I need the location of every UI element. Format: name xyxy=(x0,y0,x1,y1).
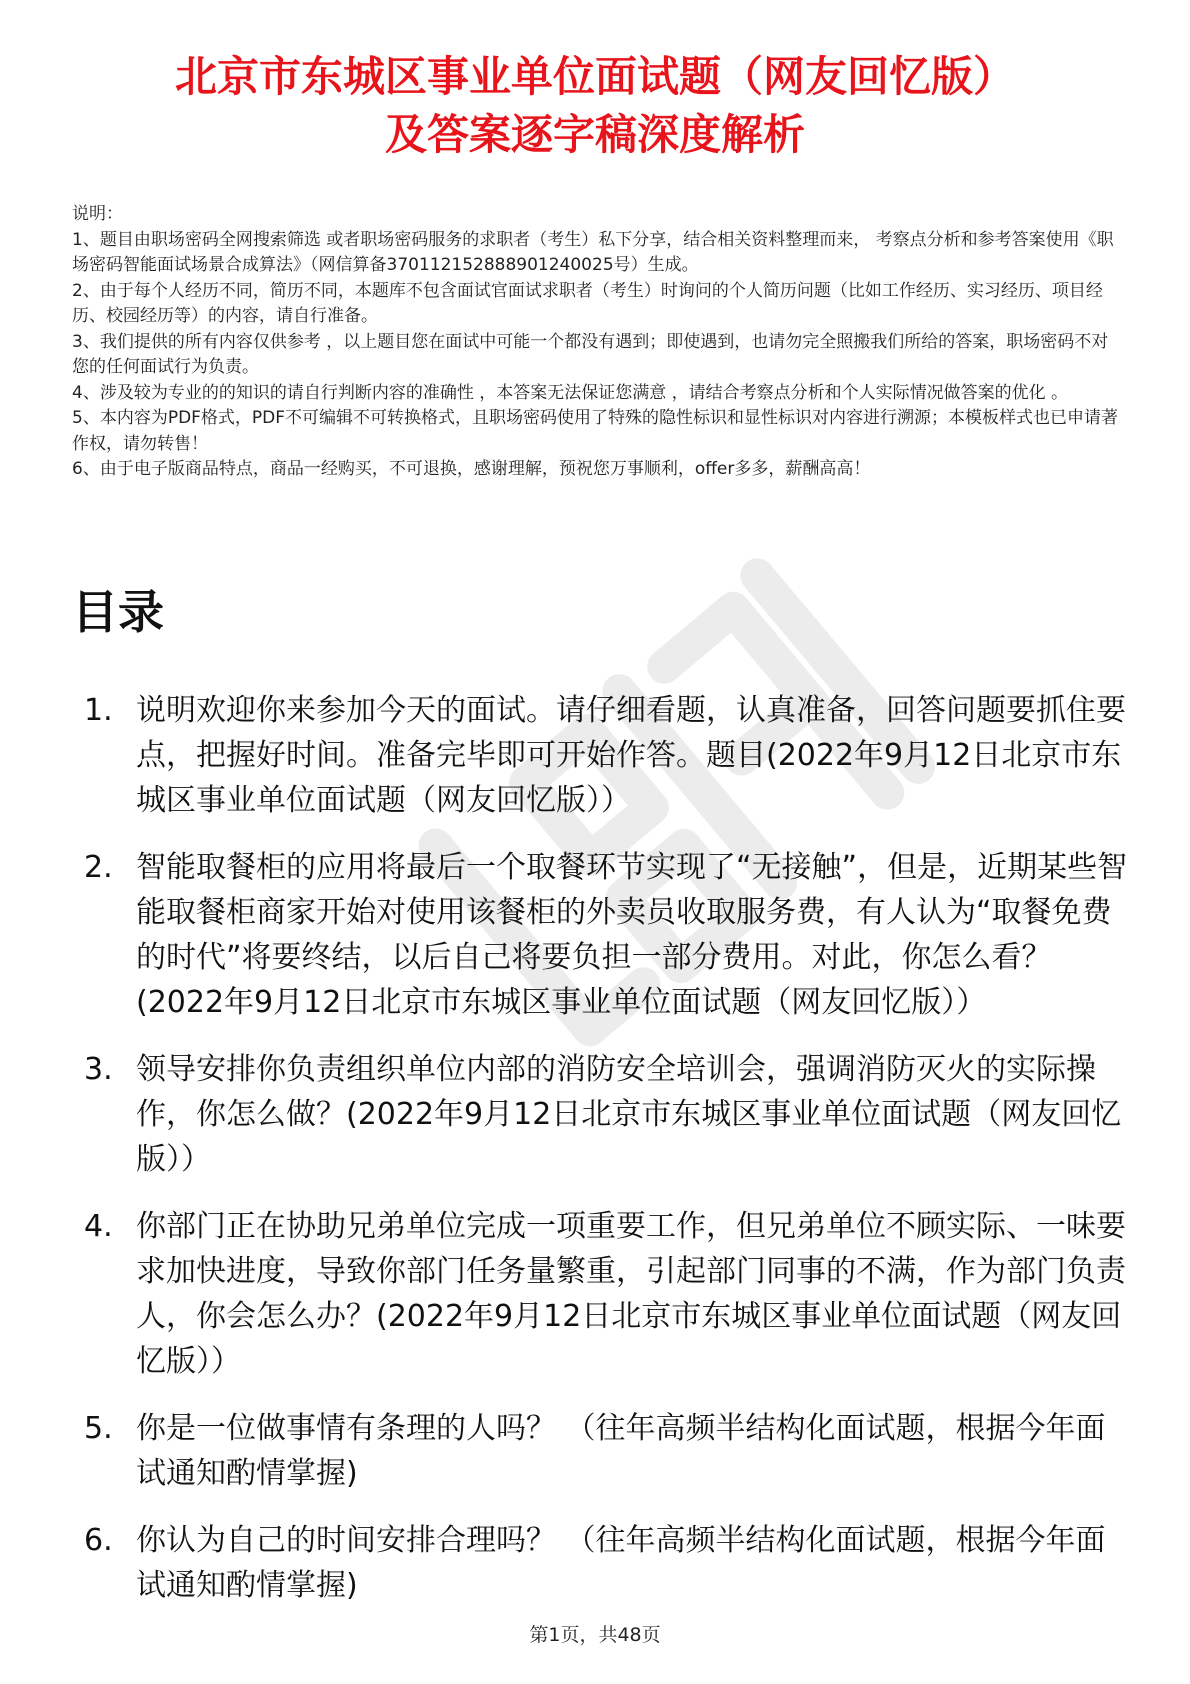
toc-item-number: 2. xyxy=(84,850,113,885)
toc-item-number: 4. xyxy=(84,1209,113,1244)
notice-item: 5、本内容为PDF格式，PDF不可编辑不可转换格式，且职场密码使用了特殊的隐性标识和显性标识对内容进行溯源；本模板样式也已申请著作权，请勿转售！ xyxy=(72,408,1119,454)
toc-item-text: 你是一位做事情有条理的人吗？ （往年高频半结构化面试题，根据今年面试通知酌情掌握) xyxy=(136,1411,1106,1491)
toc-item-text: 你部门正在协助兄弟单位完成一项重要工作，但兄弟单位不顾实际、一味要求加快进度，导致你部门任务量繁重，引起部门同事的不满，作为部门负责人，你会怎么办？(2022年9月12日北京市东城区事业单位面试题（网友回忆版）） xyxy=(136,1209,1126,1379)
notice-item: 6、由于电子版商品特点，商品一经购买，不可退换，感谢理解，预祝您万事顺利，offer多多，薪酬高高！ xyxy=(72,459,871,479)
notice-item: 2、由于每个人经历不同，简历不同，本题库不包含面试官面试求职者（考生）时询问的个人简历问题（比如工作经历、实习经历、项目经历、校园经历等）的内容，请自行准备。 xyxy=(72,280,1103,326)
toc-heading: 目录 xyxy=(72,585,164,639)
page-footer: 第1页，共48页 xyxy=(529,1624,661,1646)
toc-item-text: 说明欢迎你来参加今天的面试。请仔细看题，认真准备，回答问题要抓住要点，把握好时间。准备完毕即可开始作答。题目(2022年9月12日北京市东城区事业单位面试题（网友回忆版）） xyxy=(136,693,1126,818)
notice-item: 3、我们提供的所有内容仅供参考 ，以上题目您在面试中可能一个都没有遇到；即使遇到，也请勿完全照搬我们所给的答案，职场密码不对您的任何面试行为负责。 xyxy=(72,331,1109,377)
notice-item: 1、题目由职场密码全网搜索筛选 或者职场密码服务的求职者（考生）私下分享，结合相关资料整理而来， 考察点分析和参考答案使用《职场密码智能面试场景合成算法》（网信算备370112152888901240025号）生成。 xyxy=(72,229,1114,275)
notice-heading: 说明： xyxy=(72,204,123,224)
notice-item: 4、涉及较为专业的的知识的请自行判断内容的准确性 ，本答案无法保证您满意 ，请结合考察点分析和个人实际情况做答案的优化 。 xyxy=(72,382,1069,403)
toc-item-number: 1. xyxy=(84,693,113,728)
toc-item-number: 3. xyxy=(84,1052,113,1087)
document-title xyxy=(0,48,1190,164)
notice-section xyxy=(72,202,1122,483)
toc-list xyxy=(72,688,1132,1630)
toc-item[interactable] xyxy=(72,1406,1132,1496)
toc-item-text: 领导安排你负责组织单位内部的消防安全培训会，强调消防灭火的实际操作，你怎么做？(2022年9月12日北京市东城区事业单位面试题（网友回忆版）） xyxy=(136,1052,1122,1177)
toc-item[interactable] xyxy=(72,1204,1132,1384)
toc-item[interactable] xyxy=(72,845,1132,1025)
title-line-2: 及答案逐字稿深度解析 xyxy=(384,110,805,159)
toc-item-number: 6. xyxy=(84,1523,113,1558)
toc-item[interactable] xyxy=(72,1518,1132,1608)
toc-item-text: 你认为自己的时间安排合理吗？ （往年高频半结构化面试题，根据今年面试通知酌情掌握) xyxy=(136,1523,1106,1603)
toc-item-text: 智能取餐柜的应用将最后一个取餐环节实现了“无接触”，但是，近期某些智能取餐柜商家开始对使用该餐柜的外卖员收取服务费，有人认为“取餐免费的时代”将要终结，以后自己将要负担一部分费用。对此，你怎么看？(2022年9月12日北京市东城区事业单位面试题（网友回忆版）） xyxy=(136,850,1128,1020)
toc-item[interactable] xyxy=(72,1047,1132,1182)
toc-item-number: 5. xyxy=(84,1411,113,1446)
toc-item[interactable] xyxy=(72,688,1132,823)
title-line-1: 北京市东城区事业单位面试题（网友回忆版） xyxy=(174,52,1015,101)
